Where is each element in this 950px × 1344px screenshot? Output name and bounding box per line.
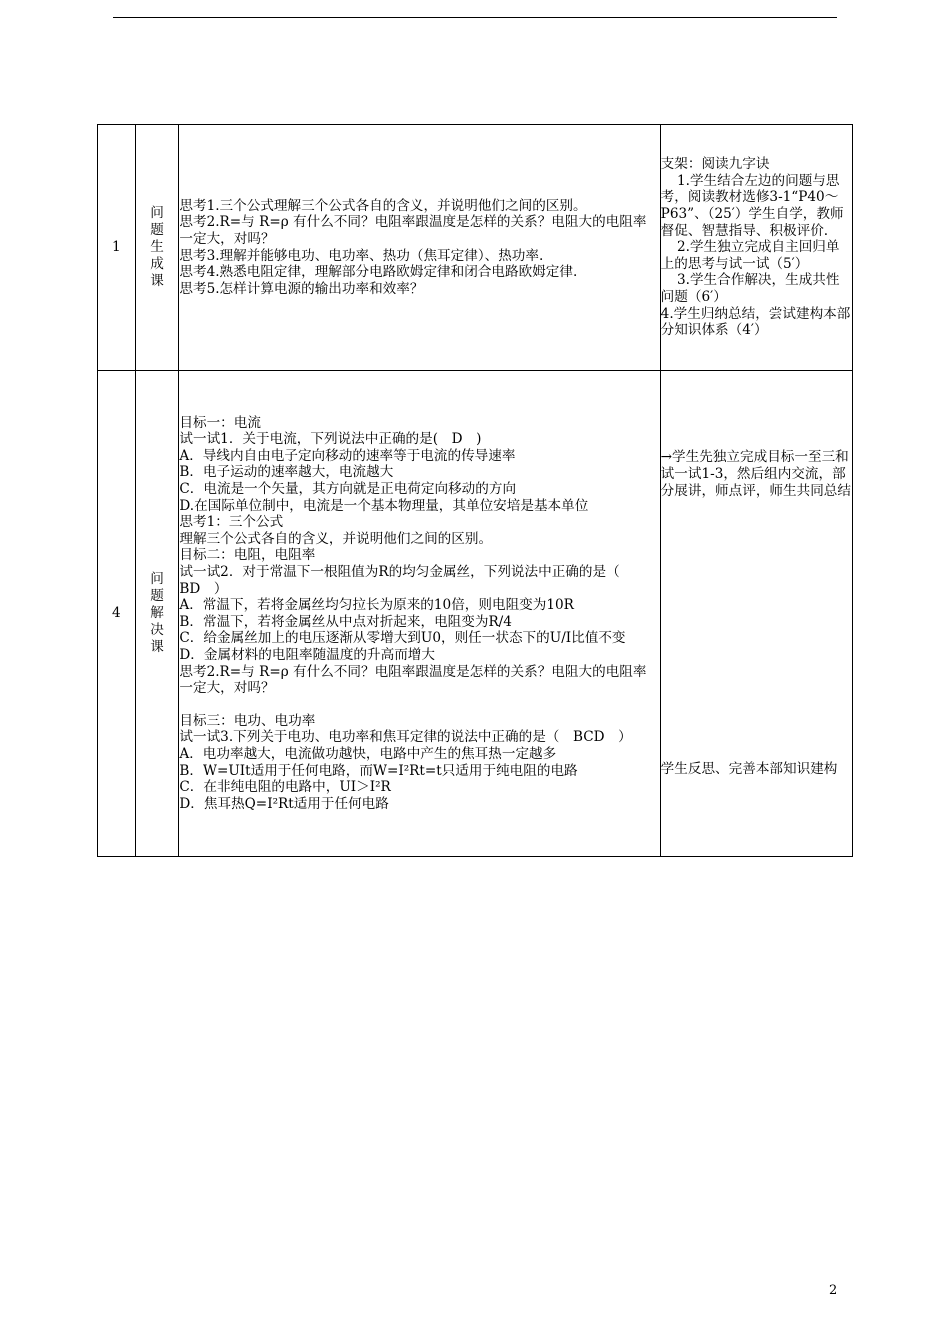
side-line: 支架：阅读九字诀 (660, 156, 770, 173)
side-line: 3.学生合作解决，生成共性问题（6′） (660, 272, 840, 305)
side-line: →学生先独立完成目标一至三和试一试1-3，然后组内交流，部分展讲，师点评，师生共同总结 (660, 449, 851, 499)
side-line: 4.学生归纳总结，尝试建构本部分知识体系（4′） (660, 305, 851, 339)
content-line: 试一试3.下列关于电功、电功率和焦耳定律的说法中正确的是（ BCD ） (179, 729, 632, 746)
content-line: C．电流是一个矢量，其方向就是正电荷定向移动的方向 (179, 481, 517, 498)
content-line: 目标三：电功、电功率 (179, 712, 316, 729)
header-rule (113, 17, 837, 18)
side-line: 学生反思、完善本部知识建构 (660, 761, 838, 778)
table-row (98, 371, 853, 857)
side-line: 2.学生独立完成自主回归单上的思考与试一试（5′） (660, 239, 840, 272)
content-line: D.在国际单位制中，电流是一个基本物理量，其单位安培是基本单位 (179, 497, 589, 514)
content-line: 思考4.熟悉电阻定律，理解部分电路欧姆定律和闭合电路欧姆定律. (179, 264, 578, 281)
content-line: 思考2.R=与 R=ρ 有什么不同？电阻率跟温度是怎样的关系？电阻大的电阻率一定大，对吗？ (179, 663, 647, 697)
spacer (179, 697, 659, 713)
page-number: 2 (829, 1283, 838, 1298)
row-number: 1 (98, 125, 136, 371)
row-side-notes (660, 371, 852, 857)
row-type-cell (135, 371, 179, 857)
content-line: D．金属材料的电阻率随温度的升高而增大 (179, 646, 435, 663)
content-line: 思考3.理解并能够电功、电功率、热功（焦耳定律）、热功率. (179, 247, 544, 264)
row-type: 问题生成课 (150, 205, 164, 289)
content-line: B．常温下，若将金属丝从中点对折起来，电阻变为R/4 (179, 613, 512, 630)
content-line: B．电子运动的速率越大，电流越大 (179, 464, 394, 481)
row-type: 问题解决课 (150, 571, 164, 655)
row-type-cell (135, 125, 179, 371)
lesson-table (97, 124, 853, 857)
table-row (98, 125, 853, 371)
content-line: 思考2.R=与 R=ρ 有什么不同？电阻率跟温度是怎样的关系？电阻大的电阻率一定大，对吗？ (179, 214, 647, 247)
content-line: B．W=UIt适用于任何电路，而W=I²Rt=t只适用于纯电阻的电路 (179, 762, 578, 779)
content-line: C．在非纯电阻的电路中，UI＞I²R (179, 779, 391, 796)
content-line: 思考5.怎样计算电源的输出功率和效率？ (179, 280, 424, 297)
content-line: 理解三个公式各自的含义，并说明他们之间的区别。 (179, 530, 493, 547)
row-content (179, 125, 660, 371)
content-line: C．给金属丝加上的电压逐渐从零增大到U0，则任一状态下的U/I比值不变 (179, 630, 626, 647)
content-line: 思考1：三个公式 (179, 514, 284, 531)
content-line: A．电功率越大，电流做功越快，电路中产生的焦耳热一定越多 (179, 745, 557, 762)
content-line: 目标一：电流 (179, 414, 261, 431)
content-line: 目标二：电阻，电阻率 (179, 547, 316, 564)
row-side-notes (660, 125, 852, 371)
content-line: A．导线内自由电子定向移动的速率等于电流的传导速率 (179, 447, 516, 464)
row-number: 4 (98, 371, 136, 857)
content-line: 试一试2．对于常温下一根阻值为R的均匀金属丝，下列说法中正确的是（ BD ） (179, 564, 634, 597)
row-content (179, 371, 660, 857)
content-line: D．焦耳热Q=I²Rt适用于任何电路 (179, 795, 389, 812)
content-line: A．常温下，若将金属丝均匀拉长为原来的10倍，则电阻变为10R (179, 597, 574, 614)
side-line: 1.学生结合左边的问题与思考，阅读教材选修3-1“P40～P63”、（25′）学生自学，教师督促、智慧指导、积极评价. (660, 172, 844, 239)
content-line: 思考1.三个公式理解三个公式各自的含义，并说明他们之间的区别。 (179, 197, 587, 214)
content-line: 试一试1．关于电流，下列说法中正确的是( D ) (179, 431, 482, 448)
